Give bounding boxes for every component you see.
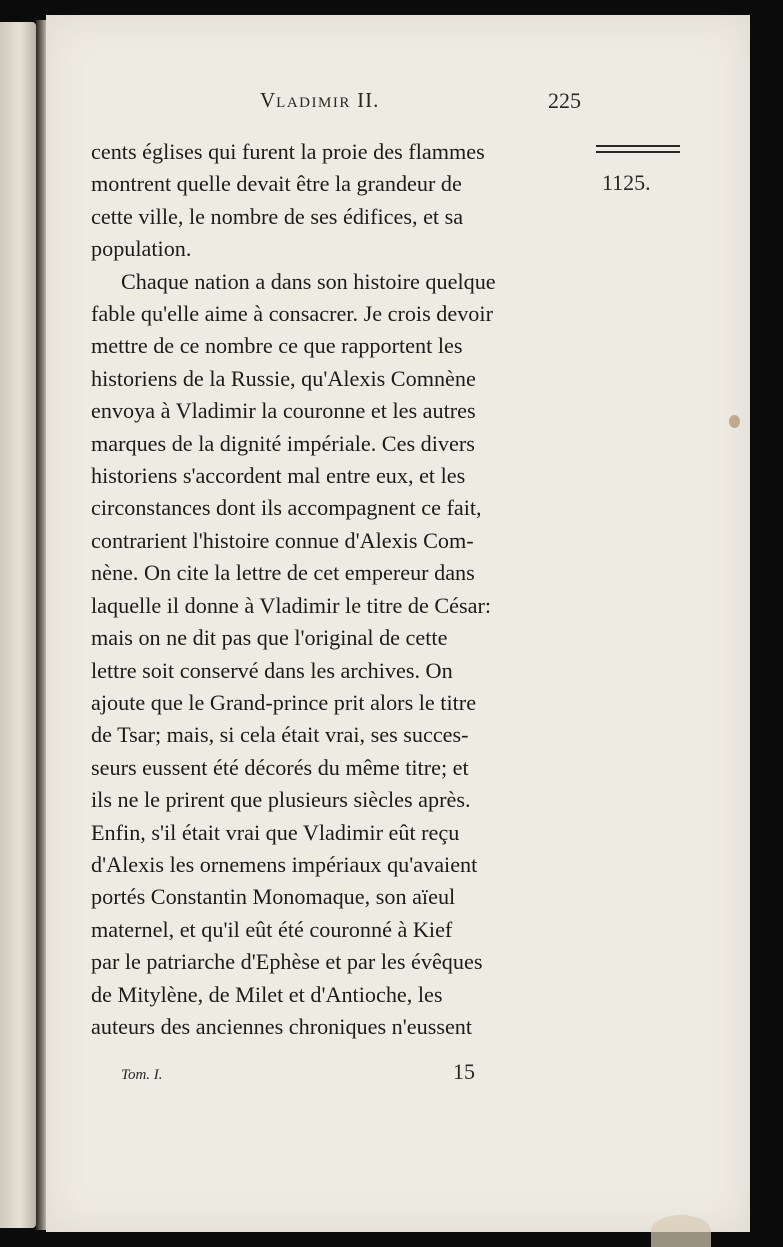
text-line: par le patriarche d'Ephèse et par les évêques (91, 949, 483, 975)
paragraph-1 (91, 136, 591, 266)
text-line: lettre soit conservé dans les archives. On (91, 657, 453, 683)
running-header (0, 88, 783, 118)
text-line: mais on ne dit pas que l'original de cette (91, 625, 448, 651)
paragraph-2 (91, 266, 591, 1044)
text-line: Enfin, s'il était vrai que Vladimir eût reçu (91, 819, 460, 845)
text-line: contrarient l'histoire connue d'Alexis Com- (91, 527, 474, 553)
text-line: population. (91, 236, 192, 262)
volume-mark: Tom. I. (121, 1067, 163, 1083)
text-line: marques de la dignité impériale. Ces divers (91, 430, 475, 456)
running-title-numeral: II. (357, 88, 380, 112)
text-line: auteurs des anciennes chroniques n'eussent (91, 1013, 473, 1039)
running-title-initial: V (260, 88, 277, 112)
text-line: envoya à Vladimir la couronne et les autres (91, 398, 476, 424)
text-line: circonstances dont ils accompagnent ce fait, (91, 495, 482, 521)
margin-year: 1125. (602, 170, 651, 195)
facing-page-edge (0, 22, 36, 1228)
body-text (91, 136, 591, 1043)
page-footer (0, 1059, 783, 1089)
page-number: 225 (548, 88, 581, 113)
text-line: ajoute que le Grand-prince prit alors le titre (91, 689, 477, 715)
signature-mark: 15 (453, 1059, 475, 1084)
text-line: laquelle il donne à Vladimir le titre de César: (91, 592, 492, 618)
text-line: de Mitylène, de Milet et d'Antioche, les (91, 981, 443, 1007)
text-line: montrent quelle devait être la grandeur de (91, 171, 462, 197)
text-line: cents églises qui furent la proie des flammes (91, 139, 485, 164)
text-line: cette ville, le nombre de ses édifices, et sa (91, 203, 464, 229)
text-line: maternel, et qu'il eût été couronné à Kief (91, 916, 453, 942)
text-line: seurs eussent été décorés du même titre; et (91, 754, 469, 780)
text-line: de Tsar; mais, si cela était vrai, ses succes- (91, 722, 469, 748)
text-line: historiens s'accordent mal entre eux, et les (91, 463, 466, 489)
text-line: Chaque nation a dans son histoire quelque (121, 268, 496, 294)
foxing-spot (729, 415, 740, 428)
text-line: fable qu'elle aime à consacrer. Je crois devoir (91, 301, 493, 327)
text-line: ils ne le prirent que plusieurs siècles après. (91, 787, 471, 813)
running-title (260, 88, 379, 113)
text-line: nène. On cite la lettre de cet empereur dans (91, 560, 475, 586)
text-line: mettre de ce nombre ce que rapportent les (91, 333, 463, 359)
page-stain (651, 1215, 711, 1247)
text-line: historiens de la Russie, qu'Alexis Comnène (91, 365, 476, 391)
margin-rule (596, 145, 680, 153)
text-line: portés Constantin Monomaque, son aïeul (91, 884, 456, 910)
running-title-smallcaps: LADIMIR (276, 95, 351, 111)
text-line: d'Alexis les ornemens impériaux qu'avaient (91, 851, 478, 877)
